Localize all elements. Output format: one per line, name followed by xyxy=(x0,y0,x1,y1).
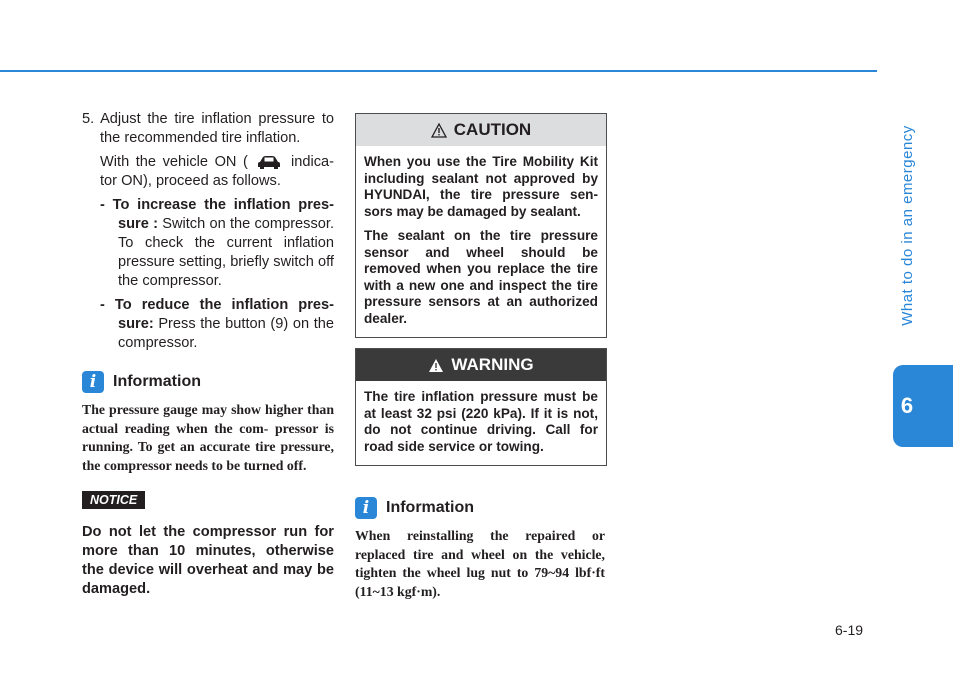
caution-triangle-icon xyxy=(431,123,447,138)
info-icon-right: i xyxy=(355,497,377,519)
section-side-title xyxy=(893,60,921,390)
caution-paragraph-2: The sealant on the tire pressure sensor and wheel should be removed when you replace the tire with a new one and inspect the tire pressure sensors at an authorized dealer. xyxy=(364,228,598,326)
caution-body xyxy=(356,146,606,337)
chapter-tab[interactable] xyxy=(893,365,953,447)
step-5 xyxy=(82,110,334,353)
reduce-text: Press the button (9) on the compressor. xyxy=(118,316,334,351)
side-title-text: What to do in an emergency xyxy=(898,124,916,326)
right-information xyxy=(355,497,605,601)
caution-header xyxy=(356,114,606,146)
vehicle-on-suffix: indica- tor ON), proceed as follows. xyxy=(100,154,334,189)
step-5-text: 5. Adjust the tire inflation pressure to the recommended tire inflation. xyxy=(82,111,334,146)
car-icon xyxy=(256,154,282,170)
caution-paragraph-1: When you use the Tire Mobility Kit including sealant not approved by HYUNDAI, the tire pressure sen- sors may be damaged by sealant. xyxy=(364,154,598,219)
information-title-right: Information xyxy=(386,499,474,516)
info-icon: i xyxy=(82,371,104,393)
information-text-right: When reinstalling the repaired or replaced tire and wheel on the vehicle, tighten the wheel lug nut to 79~94 lbf·ft (11~13 kgf·m). xyxy=(355,528,605,599)
increase-pressure-item xyxy=(82,196,334,291)
warning-triangle-icon xyxy=(428,358,444,373)
vehicle-on-prefix: With the vehicle ON ( xyxy=(100,154,248,170)
chapter-number: 6 xyxy=(900,393,914,418)
caution-box xyxy=(355,113,607,338)
vehicle-on-instruction xyxy=(82,153,334,191)
notice-badge: NOTICE xyxy=(82,491,145,509)
header-rule xyxy=(0,70,877,72)
warning-title: WARNING xyxy=(451,355,534,374)
reduce-pressure-item xyxy=(82,296,334,353)
information-heading-right xyxy=(355,497,605,519)
increase-label: - To increase the inflation pres- sure : xyxy=(100,197,334,232)
notice-text: Do not let the compressor run for more than 10 minutes, otherwise the device will overheat and may be damaged. xyxy=(82,524,334,597)
caution-title: CAUTION xyxy=(453,120,532,139)
page-number: 6-19 xyxy=(835,622,864,638)
warning-text: The tire inflation pressure must be at least 32 psi (220 kPa). If it is not, do not continue driving. Call for road side service or towing. xyxy=(364,389,598,454)
information-heading xyxy=(82,371,334,393)
warning-header xyxy=(356,349,606,381)
reduce-label: - To reduce the inflation pres- sure: xyxy=(100,297,334,332)
increase-text: Switch on the compressor. To check the current inflation pressure setting, briefly switch off the compressor. xyxy=(118,216,334,289)
information-text: The pressure gauge may show higher than actual reading when the com- pressor is running. To get an accurate tire pressure, the compressor needs to be turned off. xyxy=(82,402,334,473)
warning-body xyxy=(356,381,606,465)
left-column xyxy=(82,110,334,599)
warning-box xyxy=(355,348,607,466)
information-title: Information xyxy=(113,373,201,390)
